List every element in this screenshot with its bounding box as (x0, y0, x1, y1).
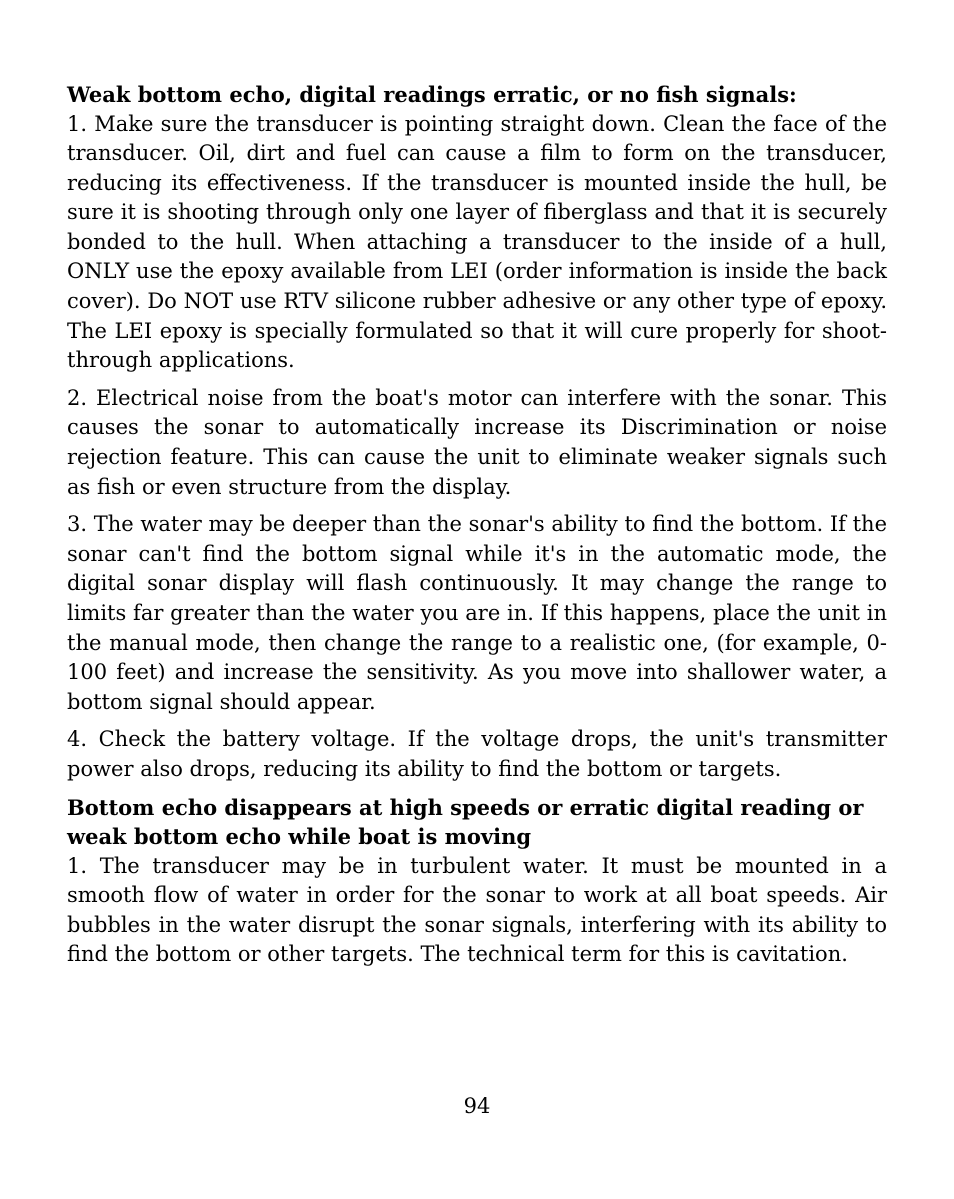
paragraph-3-deep-water: 3. The water may be deeper than the sonar's ability to find the bottom. If the sonar can't find the bottom signal while it's in the automatic mode, the digital sonar display will flash continuously. It may change the range to limits far greater than the water you are in. If this happens, place the unit in the manual mode, then change the range to a realistic one, (for example, 0-100 feet) and increase the sensitivity. As you move into shallower water, a bottom signal should appear. (67, 512, 887, 714)
section-heading-bottom-echo-disappears: Bottom echo disappears at high speeds or erratic digital reading or weak bottom echo while boat is moving (67, 794, 864, 850)
paragraph-1-turbulent-water: 1. The transducer may be in turbulent water. It must be mounted in a smooth flow of water in order for the sonar to work at all boat speeds. Air bubbles in the water disrupt the sonar signals, interfering with its ability to find the bottom or other targets. The technical term for this is cavitation. (67, 853, 887, 967)
paragraph-4-battery-voltage: 4. Check the battery voltage. If the voltage drops, the unit's transmitter power also drops, reducing its ability to find the bottom or targets. (67, 727, 887, 781)
paragraph-1-transducer: 1. Make sure the transducer is pointing straight down. Clean the face of the transducer. Oil, dirt and fuel can cause a film to form on the transducer, reducing its effectiveness. If the transducer is mounted inside the hull, be sure it is shooting through only one layer of fiberglass and that it is securely bonded to the hull. When attaching a transducer to the inside of a hull, ONLY use the epoxy available from LEI (order information is inside the back cover). Do NOT use RTV silicone rubber adhesive or any other type of epoxy. The LEI epoxy is specially formulated so that it will cure properly for shoot-through applications. (67, 111, 887, 373)
paragraph-2-electrical-noise: 2. Electrical noise from the boat's motor can interfere with the sonar. This causes the sonar to automatically increase its Discrimination or noise rejection feature. This can cause the unit to eliminate weaker signals such as fish or even structure from the display. (67, 385, 887, 499)
page-body (67, 80, 887, 978)
page-number: 94 (463, 1094, 491, 1118)
section-heading-weak-bottom-echo: Weak bottom echo, digital readings erratic, or no fish signals: (67, 82, 797, 107)
